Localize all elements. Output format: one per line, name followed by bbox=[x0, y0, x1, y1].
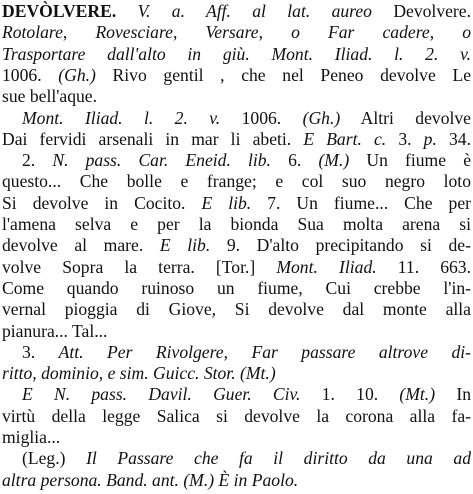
entry-line bbox=[2, 426, 471, 449]
entry-line bbox=[2, 405, 471, 428]
italic-text: Mont. Iliad. bbox=[276, 256, 377, 277]
entry-line bbox=[22, 107, 471, 130]
italic-text: o bbox=[462, 22, 471, 43]
italic-text: (Mt.) bbox=[240, 363, 276, 384]
body-text: questo... Che bolle e frange; e col suo negro loto bbox=[2, 171, 471, 192]
italic-text: (Gh.) bbox=[58, 64, 96, 85]
body-text: 9. D'alto precipitando si de- bbox=[210, 235, 471, 256]
entry-line bbox=[22, 149, 471, 172]
body-text: , bbox=[62, 22, 96, 43]
body-text: l'amena selva e per la bionda Sua molta arena si bbox=[2, 214, 471, 234]
body-text: 2. bbox=[22, 150, 53, 171]
body-text: Rivo gentil , che nel Peneo devolve Le bbox=[95, 64, 471, 85]
entry-line bbox=[2, 277, 471, 300]
body-text: 34. bbox=[436, 128, 471, 149]
body-text: 7. Un fiume... Che per bbox=[251, 192, 471, 213]
entry-line bbox=[22, 447, 471, 470]
entry-line bbox=[2, 43, 471, 66]
headword: DEVÒLVERE. bbox=[2, 1, 117, 21]
body-text: Si devolve in Cocito. bbox=[2, 192, 202, 213]
italic-text: E Bart. c. bbox=[303, 128, 387, 149]
italic-text: Il Passare che fa il diritto da una ad bbox=[86, 448, 471, 469]
italic-text: Att. Per Rivolgere, Far passare altrove di- bbox=[58, 341, 471, 362]
body-text: Come quando ruinoso un fiume, Cui crebbe l'in- bbox=[2, 277, 471, 298]
body-text: , bbox=[258, 22, 292, 43]
italic-text: o Far cadere bbox=[291, 22, 430, 43]
body-text: pianura... Tal... bbox=[2, 320, 108, 341]
body-text: Devolvere. bbox=[393, 1, 471, 21]
entry-line bbox=[2, 0, 471, 23]
body-text: volve Sopra la terra. [Tor.] bbox=[2, 256, 277, 277]
italic-text: V. a. Aff. al lat. aureo bbox=[137, 1, 394, 21]
body-text: vernal pioggia di Giove, Si devolve dal monte alla bbox=[2, 299, 471, 320]
entry-line bbox=[22, 383, 471, 406]
italic-text: altra persona. Band. ant. bbox=[2, 469, 179, 490]
body-text: , bbox=[172, 22, 206, 43]
entry-line bbox=[2, 298, 471, 321]
body-text: devolve al mare. bbox=[2, 235, 160, 256]
body-text: 1. 10. bbox=[300, 384, 400, 405]
entry-line bbox=[2, 256, 471, 279]
italic-text: Rovesciare bbox=[95, 22, 173, 43]
italic-text: (M.) bbox=[183, 469, 215, 490]
entry-line bbox=[2, 362, 471, 385]
body-text: , bbox=[429, 22, 463, 43]
italic-text: Mont. Iliad. l. 2. v. bbox=[22, 107, 221, 128]
body-text: 11. 663. bbox=[376, 256, 471, 277]
italic-text: Rotolare bbox=[2, 22, 63, 43]
italic-text: (Mt.) bbox=[399, 384, 436, 405]
italic-text: Mont. Iliad. l. 2. v. bbox=[271, 43, 471, 64]
entry-line bbox=[2, 320, 471, 343]
body-text: Altri devolve bbox=[340, 107, 471, 128]
body-text: 1006. bbox=[220, 107, 303, 128]
italic-text: E lib. bbox=[201, 192, 252, 213]
entry-line bbox=[2, 64, 471, 87]
italic-text: ritto, dominio, e sim. Guicc. Stor. bbox=[2, 363, 236, 384]
body-text: 3. bbox=[22, 341, 59, 362]
italic-text: N. pass. Car. Eneid. lib. bbox=[52, 150, 271, 171]
body-text: virtù della legge Salica si devolve la corona alla fa- bbox=[2, 405, 471, 426]
italic-text: (M.) bbox=[318, 150, 350, 171]
entry-line bbox=[2, 170, 471, 193]
italic-text: Versare bbox=[205, 22, 259, 43]
entry-line bbox=[2, 128, 471, 151]
entry-line bbox=[22, 341, 471, 364]
body-text: sue bell'aque. bbox=[2, 86, 98, 107]
entry-line bbox=[2, 85, 471, 108]
entry-line bbox=[2, 21, 471, 44]
body-text: Un fiume è bbox=[349, 150, 471, 171]
body-text: In bbox=[435, 384, 471, 405]
entry-line bbox=[2, 213, 471, 236]
entry-line bbox=[2, 234, 471, 257]
body-text: Dai fervidi arsenali in mar li abeti. bbox=[2, 128, 304, 149]
italic-text: E N. pass. Davil. Guer. Civ. bbox=[22, 384, 301, 405]
italic-text: E lib. bbox=[159, 235, 211, 256]
body-text: (Leg.) bbox=[22, 448, 87, 469]
italic-text: Trasportare dall'alto in giù. bbox=[2, 43, 250, 64]
body-text: 3. bbox=[386, 128, 424, 149]
entry-line bbox=[2, 192, 471, 215]
entry-line bbox=[2, 469, 471, 492]
body-text: 6. bbox=[270, 150, 319, 171]
body-text: 1006. bbox=[2, 64, 59, 85]
italic-text: p. bbox=[423, 128, 437, 149]
italic-text: È in Paolo. bbox=[218, 469, 299, 490]
body-text: miglia... bbox=[2, 427, 61, 447]
italic-text: (Gh.) bbox=[302, 107, 341, 128]
body-text bbox=[250, 44, 272, 64]
